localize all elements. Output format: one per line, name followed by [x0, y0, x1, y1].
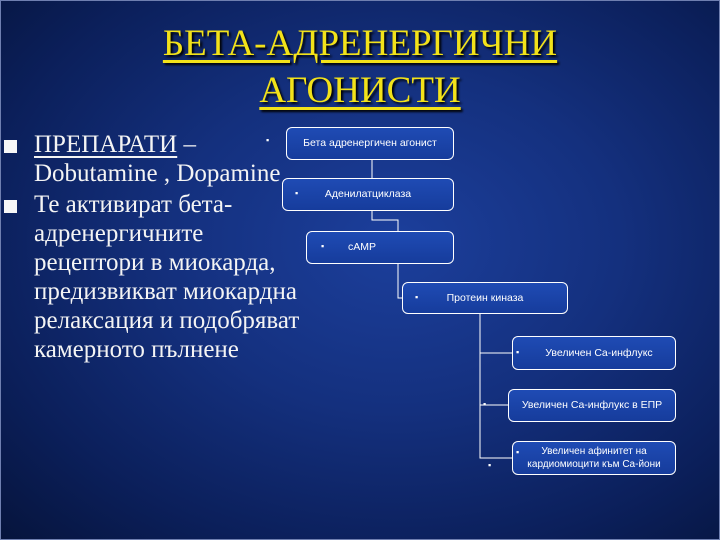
connector-line [372, 211, 398, 231]
node-bullet: ▪ [516, 447, 520, 457]
node-bullet: ▪ [483, 399, 487, 409]
node-bullet: ▪ [321, 241, 325, 251]
bullet-drugs: – Dobutamine , Dopamine [34, 131, 281, 187]
node-bullet: ▪ [488, 460, 492, 470]
flow-node-adenylate-cyclase [282, 178, 454, 211]
title-line-2: АГОНИСТИ [259, 70, 461, 111]
flow-node-beta-agonist [286, 127, 454, 160]
node-bullet: ▪ [295, 188, 299, 198]
node-label: cAMP [347, 241, 376, 253]
bullet-heading: ПРЕПАРАТИ [34, 131, 178, 158]
flow-node-ca-influx [512, 336, 676, 370]
node-bullet: ▪ [516, 347, 520, 357]
node-bullet: ▪ [415, 292, 419, 302]
node-label: Увеличен Ca-инфлукс в ЕПР [521, 399, 663, 411]
connector-line [480, 314, 512, 353]
title-line-1: БЕТА-АДРЕНЕРГИЧНИ [162, 23, 558, 64]
node-label: Увеличен Ca-инфлукс [545, 346, 653, 359]
connector-line [480, 353, 508, 405]
bullet-mechanism-text: Те активират бета-адренергичните рецептори в миокарда, предизвикват миокардна релаксация и подобряват камерното пълнене [34, 191, 300, 363]
flow-node-ca-influx-er [508, 389, 676, 422]
node-label: Аденилатциклаза [324, 188, 412, 200]
node-bullet: ▪ [266, 135, 270, 145]
node-label: Увеличен афинитет на кардиомиоцити към Ca-йони [527, 446, 661, 470]
flow-node-ca-affinity [512, 441, 676, 475]
flow-node-protein-kinase [402, 282, 568, 314]
node-label: Протеин киназа [446, 291, 524, 304]
node-label: Бета адренергичен агонист [303, 137, 437, 149]
flow-node-camp [306, 231, 454, 264]
